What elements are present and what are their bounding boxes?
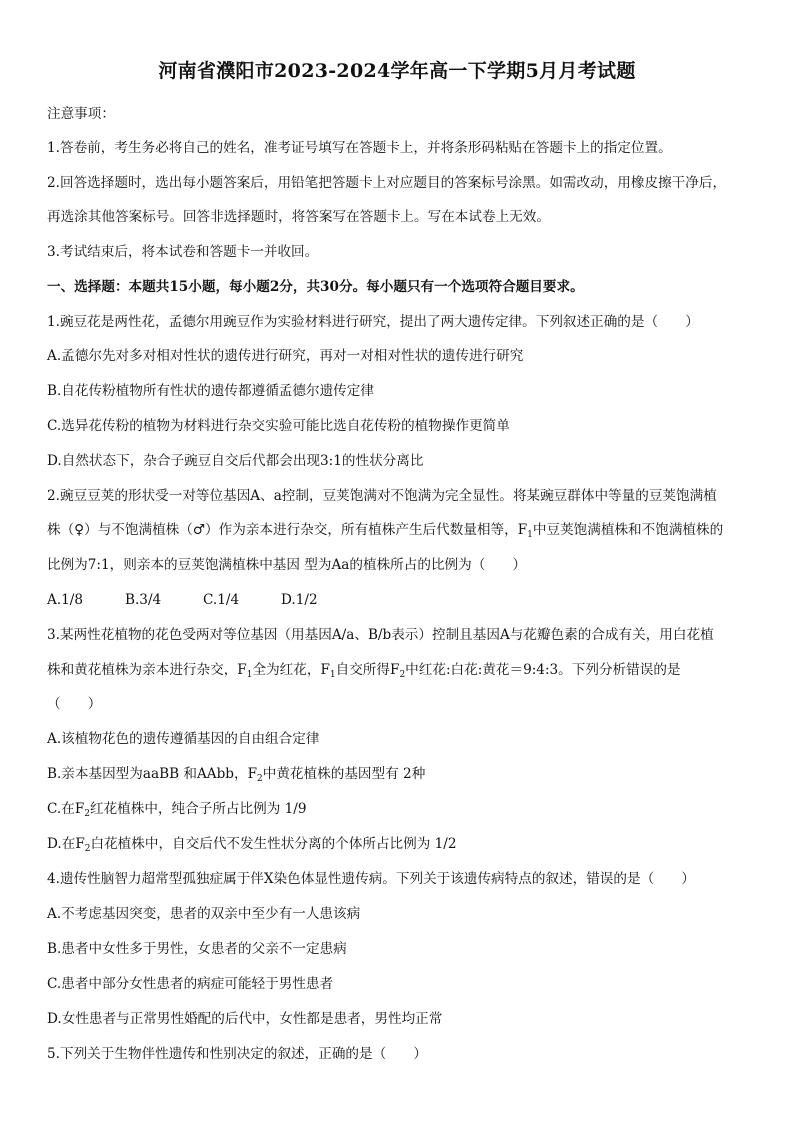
notice-2-cont: 再选涂其他答案标号。回答非选择题时，将答案写在答题卡上。写在本试卷上无效。: [47, 209, 550, 225]
q2-option-c: C.1/4: [203, 592, 240, 608]
q4-stem: 4.遗传性脑智力超常型孤独症属于伴X染色体显性遗传病。下列关于该遗传病特点的叙述，错误的是（ ）: [47, 871, 695, 887]
page-title: 河南省濮阳市2023-2024学年高一下学期5月月考试题: [158, 60, 636, 82]
q3-stem-line1: 3.某两性花植物的花色受两对等位基因（用基因A/a、B/b表示）控制且基因A与花瓣色素的合成有关，用白花植: [47, 627, 714, 643]
q1-option-b: B.自花传粉植物所有性状的遗传都遵循孟德尔遗传定律: [47, 383, 374, 399]
q4-option-a: A.不考虑基因突变，患者的双亲中至少有一人患该病: [47, 906, 361, 922]
q5-stem: 5.下列关于生物伴性遗传和性别决定的叙述，正确的是（ ）: [47, 1046, 427, 1062]
section-heading: 一、选择题：本题共15小题，每小题2分，共30分。每小题只有一个选项符合题目要求。: [47, 279, 584, 295]
q3-stem-line3: （ ）: [47, 696, 102, 712]
q3-option-c: C.在$F_2$红花植株中，纯合子所占比例为 1/9: [47, 801, 307, 819]
notice-1: 1.答卷前，考生务必将自己的姓名，准考证号填写在答题卡上，并将条形码粘贴在答题卡上的指定位置。: [47, 140, 672, 156]
q4-option-b: B.患者中女性多于男性，女患者的父亲不一定患病: [47, 941, 347, 957]
notice-3: 3.考试结束后，将本试卷和答题卡一并收回。: [47, 244, 319, 260]
q1-option-c: C.选异花传粉的植物为材料进行杂交实验可能比选自花传粉的植物操作更简单: [47, 418, 510, 434]
q4-option-c: C.患者中部分女性患者的病症可能轻于男性患者: [47, 976, 334, 992]
q1-stem: 1.豌豆花是两性花，孟德尔用豌豆作为实验材料进行研究，提出了两大遗传定律。下列叙述正确的是（ ）: [47, 314, 699, 330]
notice-2: 2.回答选择题时，选出每小题答案后，用铅笔把答题卡上对应题目的答案标号涂黑。如需改动，用橡皮擦干净后，: [47, 175, 727, 191]
q3-stem-line2: 株和黄花植株为亲本进行杂交，$F_1$全为红花，$F_1$自交所得$F_2$中红花:白花:黄花＝9:4:3。下列分析错误的是: [47, 662, 681, 680]
q2-option-b: B.3/4: [125, 592, 162, 608]
q2-options: [47, 590, 752, 610]
q4-option-d: D.女性患者与正常男性婚配的后代中，女性都是患者，男性均正常: [47, 1011, 443, 1027]
q3-option-a: A.该植物花色的遗传遵循基因的自由组合定律: [47, 731, 320, 747]
q2-option-d: D.1/2: [281, 592, 318, 608]
q1-option-d: D.自然状态下，杂合子豌豆自交后代都会出现3:1的性状分离比: [47, 453, 424, 469]
q1-option-a: A.孟德尔先对多对相对性状的遗传进行研究，再对一对相对性状的遗传进行研究: [47, 348, 524, 364]
q2-stem-line1: 2.豌豆豆荚的形状受一对等位基因A、a控制，豆荚饱满对不饱满为完全显性。将某豌豆群体中等量的豆荚饱满植: [47, 488, 717, 504]
q2-stem-line2: 株（♀）与不饱满植株（♂）作为亲本进行杂交，所有植株产生后代数量相等，$F_1$中豆荚饱满植株和不饱满植株的: [47, 522, 724, 540]
q2-option-a: A.1/8: [47, 592, 84, 608]
q2-stem-line3: 比例为7:1，则亲本的豆荚饱满植株中基因 型为Aa的植株所占的比例为（ ）: [47, 557, 527, 573]
q3-option-d: D.在$F_2$白花植株中，自交后代不发生性状分离的个体所占比例为 1/2: [47, 836, 457, 854]
q3-option-b: B.亲本基因型为aaBB 和AAbb，$F_2$中黄花植株的基因型有 2种: [47, 766, 426, 784]
notice-heading: 注意事项：: [47, 106, 115, 122]
